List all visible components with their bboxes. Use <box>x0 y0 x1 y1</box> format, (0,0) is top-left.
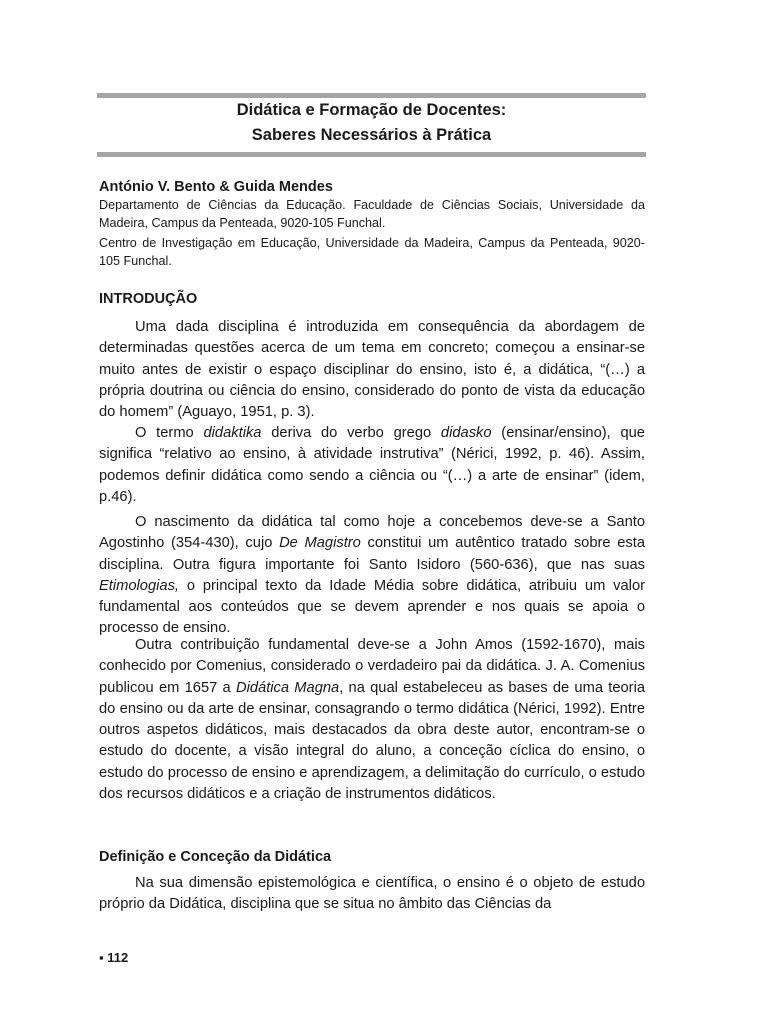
p3-work-etimologias: Etimologias, <box>99 577 179 594</box>
paragraph-2 <box>99 423 645 508</box>
affiliation-1: Departamento de Ciências da Educação. Faculdade de Ciências Sociais, Universidade da Madeira, Campus da Penteada, 9020-105 Funchal. <box>99 198 645 230</box>
p4-text-a: Outra contribuição fundamental deve-se a John Amos (1592-1670), mais conhecido por Comenius, considerado o verdadeiro pai da didática. J. A. Comenius publicou em 1657 a <box>99 637 645 696</box>
p4-text-c: , na qual estabeleceu as bases de uma teoria do ensino ou da arte de ensinar, consagrando o termo didática (Nérici, 1992). Entre outros aspetos didáticos, mais destacados da obra deste autor, encontram-se o estudo do docente, a visão integral do aluno, a conceção cíclica do ensino, o estudo do processo de ensino e aprendizagem, a delimitação do currículo, o estudo dos recursos didáticos e a criação de instrumentos didáticos. <box>99 679 645 803</box>
paragraph-4 <box>99 635 645 805</box>
p2-term-didaktika: didaktika <box>203 425 262 441</box>
paragraph-5: Na sua dimensão epistemológica e científica, o ensino é o objeto de estudo próprio da Didática, disciplina que se situa no âmbito das Ciências da <box>99 875 645 913</box>
paragraph-3 <box>99 512 645 640</box>
p3-text-e: o principal texto da Idade Média sobre didática, atribuiu um valor fundamental aos conteúdos que se devem aprender e nos quais se apoia o processo de ensino. <box>99 577 645 637</box>
p2-text-a: O termo <box>135 425 204 441</box>
page-number: ▪ 112 <box>99 950 129 965</box>
paragraph-1: Uma dada disciplina é introduzida em consequência da abordagem de determinadas questões acerca de um tema em concreto; começou a ensinar-se muito antes de existir o espaço disciplinar do ensino, isto é, a didática, “(…) a própria doutrina ou ciência do ensino, considerado do ponto de vista da educação do homem” (Aguayo, 1951, p. 3). <box>99 319 645 421</box>
p2-text-e: (ensinar/ensino), que significa “relativo ao ensino, à atividade instrutiva” (Nérici, 1992, p. 46). Assim, podemos definir didática como sendo a ciência ou “(…) a arte de ensinar” (idem, p.46). <box>99 425 645 505</box>
section-heading-definicao: Definição e Conceção da Didática <box>99 849 332 865</box>
title-line-1: Didática e Formação de Docentes: <box>236 101 507 119</box>
p3-text-c: constitui um autêntico tratado sobre esta disciplina. Outra figura importante foi Santo Isidoro (560-636), que nas suas <box>99 535 646 573</box>
affiliation-2: Centro de Investigação em Educação, Universidade da Madeira, Campus da Penteada, 9020-105 Funchal. <box>99 236 645 268</box>
p3-text-a: O nascimento da didática tal como hoje a concebemos deve-se a Santo Agostinho (354-430), cujo <box>99 514 645 552</box>
section-heading-introduction: INTRODUÇÃO <box>99 291 198 307</box>
title-bottom-rule <box>97 152 646 157</box>
authors: António V. Bento & Guida Mendes <box>99 179 333 195</box>
p4-work-didatica-magna: Didática Magna <box>235 679 340 696</box>
p3-work-de-magistro: De Magistro <box>279 535 361 552</box>
p2-text-c: deriva do verbo grego <box>261 425 441 441</box>
p2-term-didasko: didasko <box>440 425 492 441</box>
title-line-2: Saberes Necessários à Prática <box>251 126 492 144</box>
